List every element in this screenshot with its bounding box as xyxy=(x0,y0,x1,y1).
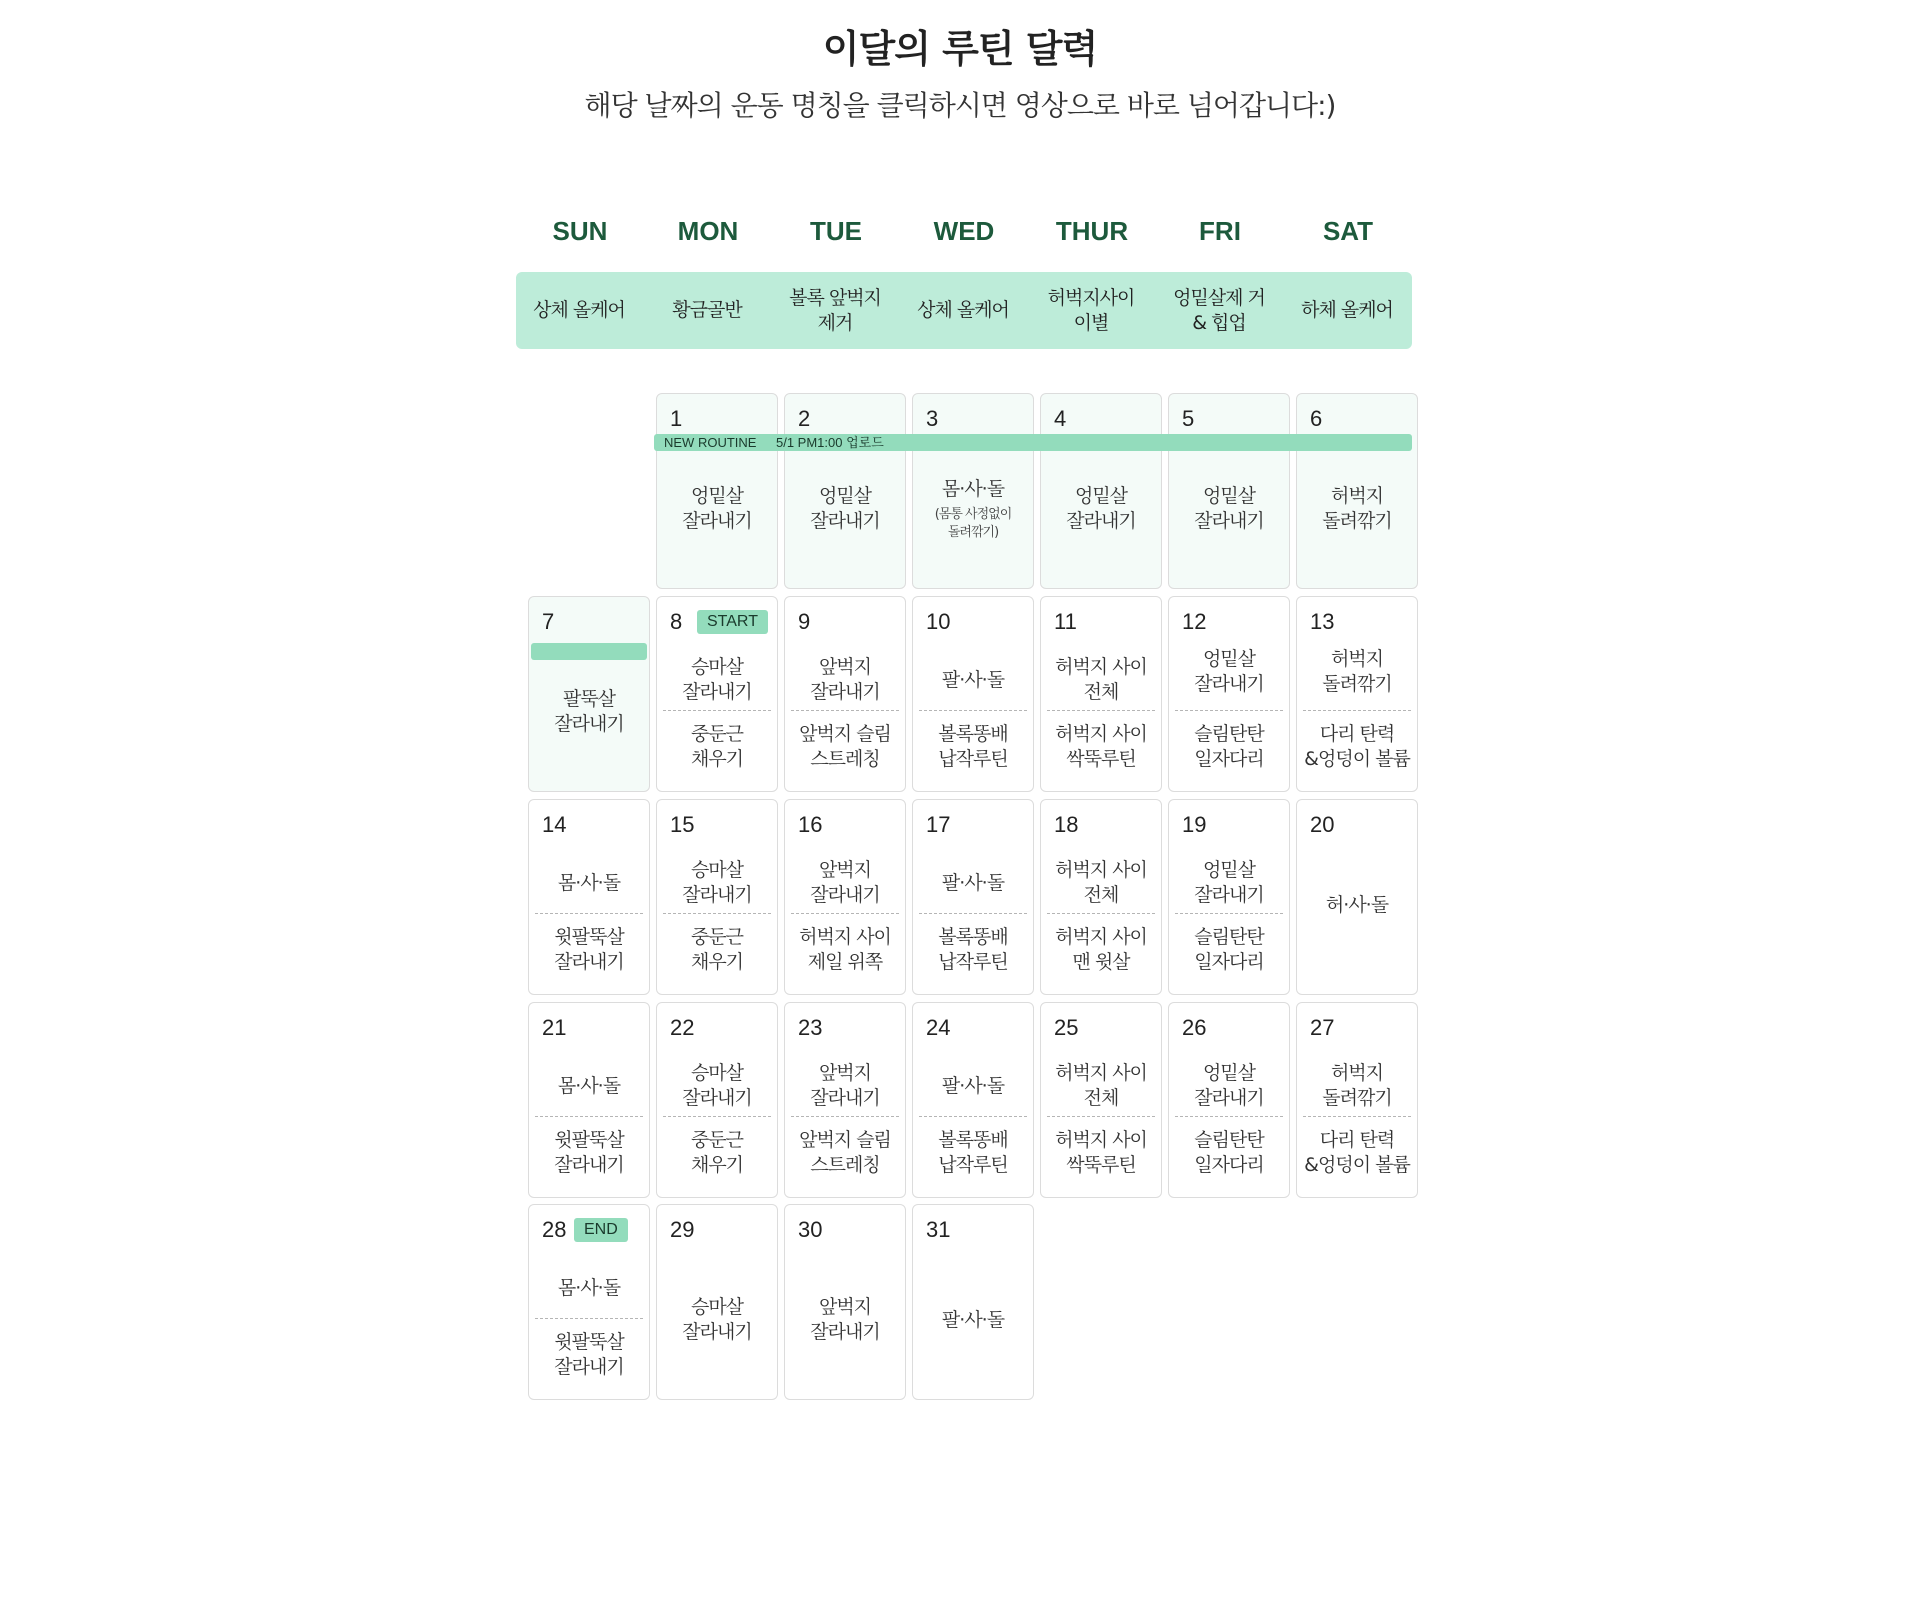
routine-bottom[interactable] xyxy=(915,1125,1031,1181)
routine-bottom[interactable] xyxy=(1171,922,1287,978)
routine-line: 잘라내기 xyxy=(682,1087,752,1109)
day-cell-28[interactable] xyxy=(528,1204,650,1400)
routine-line: 몸·사·돌 xyxy=(557,1074,621,1097)
routine-line: 엉밑살 xyxy=(1074,485,1128,507)
page-subtitle: 해당 날짜의 운동 명칭을 클릭하시면 영상으로 바로 넘어갑니다:) xyxy=(584,89,1336,122)
routine-line: 납작루틴 xyxy=(938,1154,1008,1176)
routine-line: 잘라내기 xyxy=(810,1087,880,1109)
category-bar xyxy=(516,272,1412,349)
routine-line: 납작루틴 xyxy=(938,748,1008,770)
routine-top[interactable] xyxy=(787,1059,903,1113)
routine-line: 허벅지 사이 xyxy=(1055,656,1147,678)
routine-line: 잘라내기 xyxy=(682,884,752,906)
routine-bottom[interactable] xyxy=(531,922,647,978)
routine-line: 윗팔뚝살 xyxy=(554,1331,624,1353)
weekday-sat: SAT xyxy=(1322,216,1374,246)
day-routine[interactable] xyxy=(659,454,775,564)
routine-line: 윗팔뚝살 xyxy=(554,1129,624,1151)
day-number: 11 xyxy=(1054,609,1077,634)
routine-line: 팔·사·돌 xyxy=(941,871,1005,894)
routine-top[interactable] xyxy=(787,653,903,707)
routine-divider xyxy=(663,913,771,914)
day-cell-22[interactable] xyxy=(656,1002,778,1198)
routine-line: &엉덩이 볼륨 xyxy=(1304,1154,1410,1176)
day-number: 15 xyxy=(670,812,695,837)
routine-line: 볼록똥배 xyxy=(938,1129,1008,1151)
routine-line: 몸·사·돌 xyxy=(941,477,1005,500)
routine-line: 앞벅지 xyxy=(818,656,872,678)
routine-line: 중둔근 xyxy=(690,926,744,948)
category-label: 상체 올케어 xyxy=(533,299,625,321)
day-cell-1[interactable] xyxy=(656,393,778,589)
day-routine[interactable] xyxy=(915,1265,1031,1375)
routine-line: 돌려깎기 xyxy=(1322,673,1392,695)
day-cell-16[interactable] xyxy=(784,799,906,995)
routine-line: 잘라내기 xyxy=(682,1321,752,1343)
routine-line: 잘라내기 xyxy=(810,1321,880,1343)
routine-line: 엉밑살 xyxy=(1202,859,1256,881)
routine-divider xyxy=(791,1116,899,1117)
note-line: 돌려깎기) xyxy=(947,524,999,540)
routine-line: 승마살 xyxy=(690,1296,744,1318)
routine-line: 잘라내기 xyxy=(810,510,880,532)
day-number: 23 xyxy=(798,1015,823,1040)
routine-top[interactable] xyxy=(1043,1059,1159,1113)
day-cell-8[interactable] xyxy=(656,596,778,792)
routine-line: 중둔근 xyxy=(690,1129,744,1151)
weekday-header-row xyxy=(516,216,1412,256)
category-label: 엉밑살제 거 xyxy=(1173,286,1265,309)
routine-line: 엉밑살 xyxy=(1202,485,1256,507)
routine-line: 슬림탄탄 xyxy=(1194,926,1264,948)
routine-line: 허벅지 사이 xyxy=(799,926,891,948)
day-cell-23[interactable] xyxy=(784,1002,906,1198)
routine-bottom[interactable] xyxy=(1043,719,1159,775)
day-cell-17[interactable] xyxy=(912,799,1034,995)
new-routine-banner xyxy=(654,434,1412,451)
day-number: 18 xyxy=(1054,812,1079,837)
routine-divider xyxy=(919,1116,1027,1117)
day-number: 16 xyxy=(798,812,823,837)
routine-line: 잘라내기 xyxy=(554,1154,624,1176)
day-cell-9[interactable] xyxy=(784,596,906,792)
routine-line: 몸·사·돌 xyxy=(557,1276,621,1299)
routine-bottom[interactable] xyxy=(659,719,775,775)
routine-line: 엉밑살 xyxy=(690,485,744,507)
routine-top[interactable] xyxy=(531,1059,647,1113)
day-cell-19[interactable] xyxy=(1168,799,1290,995)
category-label: 제거 xyxy=(817,311,853,334)
routine-line: 앞벅지 슬림 xyxy=(799,1129,891,1151)
routine-line: 윗팔뚝살 xyxy=(554,926,624,948)
routine-line: 앞벅지 xyxy=(818,1296,872,1318)
routine-line: 잘라내기 xyxy=(554,951,624,973)
weekday-mon: MON xyxy=(677,216,739,246)
routine-bottom[interactable] xyxy=(787,719,903,775)
routine-top[interactable] xyxy=(531,856,647,910)
day-cell-3[interactable] xyxy=(912,393,1034,589)
routine-line: 잘라내기 xyxy=(1066,510,1136,532)
routine-line: 납작루틴 xyxy=(938,951,1008,973)
category-label: 황금골반 xyxy=(672,299,742,321)
routine-divider xyxy=(1047,1116,1155,1117)
routine-bottom[interactable] xyxy=(659,922,775,978)
routine-bottom[interactable] xyxy=(1299,719,1415,775)
day-number: 4 xyxy=(1054,406,1067,431)
routine-top[interactable] xyxy=(659,856,775,910)
routine-top[interactable] xyxy=(915,1059,1031,1113)
routine-line: 볼록똥배 xyxy=(938,723,1008,745)
routine-line: 몸·사·돌 xyxy=(557,871,621,894)
day-routine[interactable] xyxy=(787,454,903,564)
page-title: 이달의 루틴 달력 xyxy=(822,27,1098,71)
routine-divider xyxy=(1303,710,1411,711)
routine-divider xyxy=(535,1116,643,1117)
routine-line: 스트레칭 xyxy=(810,1154,880,1176)
routine-divider xyxy=(663,1116,771,1117)
routine-line: 승마살 xyxy=(690,1062,744,1084)
day-cell-15[interactable] xyxy=(656,799,778,995)
routine-line: 허벅지 xyxy=(1330,1062,1384,1084)
day-routine[interactable] xyxy=(1299,850,1415,960)
routine-line: 승마살 xyxy=(690,859,744,881)
routine-line: 잘라내기 xyxy=(1194,673,1264,695)
routine-line: 맨 윗살 xyxy=(1072,951,1130,973)
routine-divider xyxy=(791,913,899,914)
day-cell-13[interactable] xyxy=(1296,596,1418,792)
routine-line: 엉밑살 xyxy=(1202,1062,1256,1084)
routine-line: 슬림탄탄 xyxy=(1194,723,1264,745)
routine-line: 허벅지 사이 xyxy=(1055,926,1147,948)
note-line: (몸통 사정없이 xyxy=(934,506,1012,522)
day-number: 12 xyxy=(1182,609,1207,634)
new-routine-date: 5/1 PM1:00 업로드 xyxy=(776,435,884,450)
day-number: 8 xyxy=(670,609,683,634)
routine-line: 일자다리 xyxy=(1194,1154,1264,1176)
category-label: 볼록 앞벅지 xyxy=(789,286,881,309)
weekday-wed: WED xyxy=(933,216,995,246)
routine-line: 잘라내기 xyxy=(1194,510,1264,532)
routine-bottom[interactable] xyxy=(787,922,903,978)
category-fri[interactable] xyxy=(1156,272,1282,349)
weekday-thur: THUR xyxy=(1055,216,1129,246)
routine-divider xyxy=(1175,710,1283,711)
day-number: 19 xyxy=(1182,812,1207,837)
day-number: 14 xyxy=(542,812,567,837)
routine-top[interactable] xyxy=(915,856,1031,910)
day-cell-6[interactable] xyxy=(1296,393,1418,589)
category-sun[interactable] xyxy=(516,272,642,349)
routine-line: 제일 위쪽 xyxy=(807,951,883,973)
day-number: 31 xyxy=(926,1217,951,1242)
category-label: 허벅지사이 xyxy=(1047,286,1135,309)
day-number: 21 xyxy=(542,1015,567,1040)
category-wed[interactable] xyxy=(900,272,1026,349)
routine-divider xyxy=(663,710,771,711)
routine-line: 싹뚝루틴 xyxy=(1066,1154,1136,1176)
day-routine[interactable] xyxy=(915,454,1031,564)
day-cell-5[interactable] xyxy=(1168,393,1290,589)
routine-line: 채우기 xyxy=(690,748,744,770)
routine-line: 허벅지 xyxy=(1330,485,1384,507)
routine-line: 잘라내기 xyxy=(682,681,752,703)
day-cell-29[interactable] xyxy=(656,1204,778,1400)
routine-bottom[interactable] xyxy=(1043,1125,1159,1181)
weekday-fri: FRI xyxy=(1199,216,1241,246)
routine-top[interactable] xyxy=(1171,856,1287,910)
routine-top[interactable] xyxy=(915,653,1031,707)
routine-bottom[interactable] xyxy=(1299,1125,1415,1181)
day-cell-11[interactable] xyxy=(1040,596,1162,792)
routine-divider xyxy=(1175,913,1283,914)
routine-bottom[interactable] xyxy=(915,922,1031,978)
routine-line: 다리 탄력 xyxy=(1319,1129,1395,1151)
day-cell-14[interactable] xyxy=(528,799,650,995)
routine-line: 잘라내기 xyxy=(554,1356,624,1378)
day-routine[interactable] xyxy=(1171,454,1287,564)
day-cell-26[interactable] xyxy=(1168,1002,1290,1198)
day-number: 24 xyxy=(926,1015,951,1040)
routine-divider xyxy=(1047,913,1155,914)
routine-top[interactable] xyxy=(1043,653,1159,707)
day-cell-2[interactable] xyxy=(784,393,906,589)
end-badge: END xyxy=(574,1218,628,1242)
day-cell-12[interactable] xyxy=(1168,596,1290,792)
day-number: 27 xyxy=(1310,1015,1335,1040)
routine-bottom[interactable] xyxy=(1043,922,1159,978)
day-routine[interactable] xyxy=(1299,454,1415,564)
routine-line: 잘라내기 xyxy=(554,713,624,735)
day-number: 13 xyxy=(1310,609,1335,634)
routine-line: 채우기 xyxy=(690,1154,744,1176)
routine-line: 팔·사·돌 xyxy=(941,668,1005,691)
routine-line: 전체 xyxy=(1083,681,1119,703)
day-routine[interactable] xyxy=(531,657,647,767)
routine-divider xyxy=(535,913,643,914)
routine-line: &엉덩이 볼륨 xyxy=(1304,748,1410,770)
start-badge: START xyxy=(697,610,768,634)
routine-line: 허·사·돌 xyxy=(1325,893,1389,916)
day-number: 17 xyxy=(926,812,951,837)
routine-divider xyxy=(919,913,1027,914)
routine-line: 허벅지 xyxy=(1330,648,1384,670)
routine-line: 볼록똥배 xyxy=(938,926,1008,948)
routine-line: 돌려깎기 xyxy=(1322,1087,1392,1109)
day-cell-18[interactable] xyxy=(1040,799,1162,995)
category-label: 상체 올케어 xyxy=(917,299,1009,321)
routine-top[interactable] xyxy=(1171,637,1287,707)
routine-line: 팔뚝살 xyxy=(562,688,616,710)
day-number: 5 xyxy=(1182,406,1195,431)
day-number: 2 xyxy=(798,406,811,431)
day-number: 7 xyxy=(542,609,555,634)
day-number: 30 xyxy=(798,1217,823,1242)
routine-line: 엉밑살 xyxy=(818,485,872,507)
routine-line: 중둔근 xyxy=(690,723,744,745)
routine-bottom[interactable] xyxy=(915,719,1031,775)
routine-line: 잘라내기 xyxy=(1194,884,1264,906)
routine-line: 허벅지 사이 xyxy=(1055,859,1147,881)
day-cell-24[interactable] xyxy=(912,1002,1034,1198)
routine-top[interactable] xyxy=(787,856,903,910)
routine-line: 일자다리 xyxy=(1194,748,1264,770)
day-number: 10 xyxy=(926,609,951,634)
category-mon[interactable] xyxy=(644,272,770,349)
day-cell-4[interactable] xyxy=(1040,393,1162,589)
day-number: 22 xyxy=(670,1015,695,1040)
day-cell-21[interactable] xyxy=(528,1002,650,1198)
category-tue[interactable] xyxy=(772,272,898,349)
routine-line: 잘라내기 xyxy=(1194,1087,1264,1109)
day-number: 29 xyxy=(670,1217,695,1242)
routine-line: 허벅지 사이 xyxy=(1055,1062,1147,1084)
routine-line: 전체 xyxy=(1083,884,1119,906)
routine-bottom[interactable] xyxy=(1171,1125,1287,1181)
day-number: 25 xyxy=(1054,1015,1079,1040)
routine-line: 잘라내기 xyxy=(810,681,880,703)
routine-line: 승마살 xyxy=(690,656,744,678)
category-label: 하체 올케어 xyxy=(1301,299,1393,321)
routine-line: 돌려깎기 xyxy=(1322,510,1392,532)
day-routine[interactable] xyxy=(659,1265,775,1375)
day-number: 1 xyxy=(670,406,683,431)
day-number: 9 xyxy=(798,609,811,634)
routine-line: 스트레칭 xyxy=(810,748,880,770)
category-sat[interactable] xyxy=(1284,272,1410,349)
day-cell-7[interactable] xyxy=(528,596,650,792)
routine-line: 팔·사·돌 xyxy=(941,1308,1005,1331)
routine-top[interactable] xyxy=(659,653,775,707)
day-number: 20 xyxy=(1310,812,1335,837)
routine-top[interactable] xyxy=(1299,637,1415,707)
weekday-sun: SUN xyxy=(552,216,608,246)
category-label: & 힙업 xyxy=(1192,311,1246,334)
routine-line: 앞벅지 슬림 xyxy=(799,723,891,745)
day-routine[interactable] xyxy=(1043,454,1159,564)
day-cell-20[interactable] xyxy=(1296,799,1418,995)
routine-note xyxy=(935,506,1012,542)
day-number: 3 xyxy=(926,406,939,431)
routine-divider xyxy=(535,1318,643,1319)
routine-divider xyxy=(791,710,899,711)
weekday-tue: TUE xyxy=(810,216,862,246)
routine-line: 싹뚝루틴 xyxy=(1066,748,1136,770)
routine-divider xyxy=(919,710,1027,711)
day-routine[interactable] xyxy=(787,1265,903,1375)
routine-bottom[interactable] xyxy=(531,1125,647,1181)
routine-bottom[interactable] xyxy=(1171,719,1287,775)
routine-top[interactable] xyxy=(1299,1059,1415,1113)
routine-divider xyxy=(1047,710,1155,711)
routine-divider xyxy=(1175,1116,1283,1117)
routine-line: 일자다리 xyxy=(1194,951,1264,973)
routine-line: 앞벅지 xyxy=(818,859,872,881)
routine-line: 허벅지 사이 xyxy=(1055,1129,1147,1151)
category-thur[interactable] xyxy=(1028,272,1154,349)
new-routine-label: NEW ROUTINE xyxy=(664,435,757,450)
routine-top[interactable] xyxy=(1043,856,1159,910)
routine-divider xyxy=(1303,1116,1411,1117)
routine-line: 엉밑살 xyxy=(1202,648,1256,670)
day-cell-10[interactable] xyxy=(912,596,1034,792)
routine-line: 슬림탄탄 xyxy=(1194,1129,1264,1151)
routine-line: 팔·사·돌 xyxy=(941,1074,1005,1097)
day-number: 28 xyxy=(542,1217,567,1242)
day-cell-31[interactable] xyxy=(912,1204,1034,1400)
routine-line: 앞벅지 xyxy=(818,1062,872,1084)
routine-line: 전체 xyxy=(1083,1087,1119,1109)
day-number: 26 xyxy=(1182,1015,1207,1040)
routine-line: 다리 탄력 xyxy=(1319,723,1395,745)
routine-line: 채우기 xyxy=(690,951,744,973)
day-number: 6 xyxy=(1310,406,1323,431)
routine-top[interactable] xyxy=(1171,1059,1287,1113)
routine-top[interactable] xyxy=(531,1261,647,1315)
routine-line: 잘라내기 xyxy=(682,510,752,532)
routine-bottom[interactable] xyxy=(531,1327,647,1383)
routine-bottom[interactable] xyxy=(659,1125,775,1181)
category-label: 이별 xyxy=(1073,311,1109,334)
routine-bottom[interactable] xyxy=(787,1125,903,1181)
day-cell-25[interactable] xyxy=(1040,1002,1162,1198)
routine-line: 허벅지 사이 xyxy=(1055,723,1147,745)
day-cell-30[interactable] xyxy=(784,1204,906,1400)
day-cell-27[interactable] xyxy=(1296,1002,1418,1198)
routine-top[interactable] xyxy=(659,1059,775,1113)
routine-line: 잘라내기 xyxy=(810,884,880,906)
